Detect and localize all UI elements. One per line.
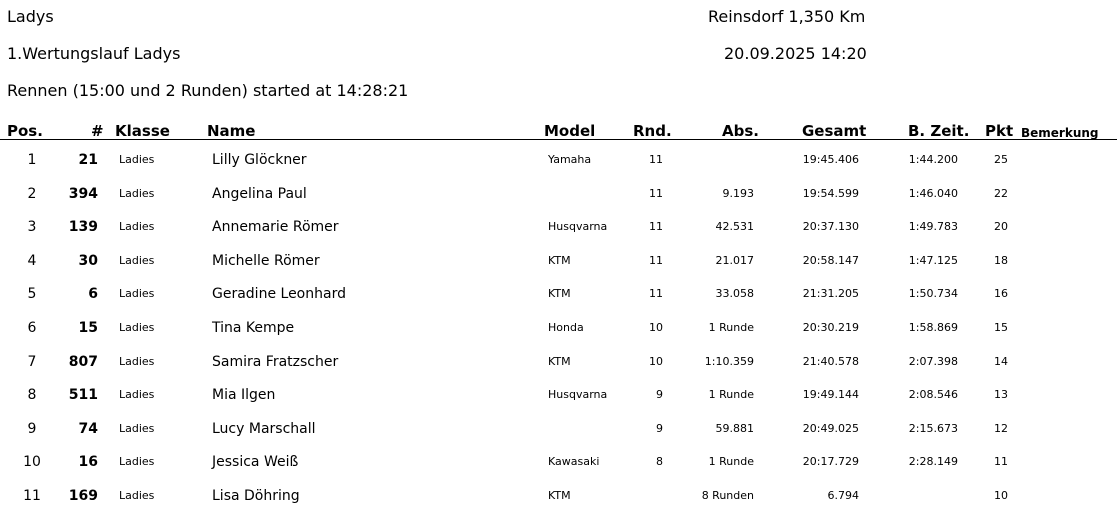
rounds-cell: 11 <box>649 220 663 234</box>
position-cell: 11 <box>23 488 41 504</box>
total-time-cell: 20:30.219 <box>802 321 859 334</box>
total-time-cell: 20:58.147 <box>802 253 859 267</box>
rider-name-cell: Tina Kempe <box>212 320 295 336</box>
gap-cell: 1 Runde <box>708 321 754 334</box>
total-time-cell: 20:17.729 <box>802 455 859 469</box>
position-cell: 9 <box>27 420 37 437</box>
event-datetime: 20.09.2025 14:20 <box>724 44 867 63</box>
gap-cell: 9.193 <box>722 186 754 200</box>
gap-cell: 1 Runde <box>708 388 754 402</box>
number-cell: 6 <box>88 286 98 303</box>
best-lap-cell: 1:46.040 <box>908 186 958 200</box>
total-time-cell: 19:54.599 <box>802 186 859 200</box>
model-cell: Husqvarna <box>548 220 608 234</box>
rider-name-cell: Lucy Marschall <box>212 420 316 437</box>
points-cell: 15 <box>994 321 1008 334</box>
race-info: Rennen (15:00 und 2 Runden) started at 14:28:21 <box>7 81 409 100</box>
gap-cell: 8 Runden <box>701 489 754 502</box>
points-cell: 12 <box>994 421 1008 435</box>
best-lap-cell: 1:47.125 <box>908 253 958 267</box>
gap-cell: 21.017 <box>715 253 754 267</box>
model-cell: KTM <box>548 489 571 502</box>
points-cell: 20 <box>994 220 1008 234</box>
rider-name-cell: Mia Ilgen <box>212 387 276 404</box>
number-cell: 139 <box>68 219 98 236</box>
rounds-cell: 9 <box>656 421 663 435</box>
column-header-pkt: Pkt <box>985 122 1014 140</box>
points-cell: 16 <box>994 287 1008 301</box>
header-divider <box>0 139 1117 140</box>
rider-name-cell: Annemarie Römer <box>212 219 339 236</box>
rider-name-cell: Geradine Leonhard <box>212 286 346 303</box>
best-lap-cell: 2:15.673 <box>908 421 958 435</box>
number-cell: 169 <box>68 488 98 504</box>
class-cell: Ladies <box>119 186 155 200</box>
table-row <box>0 412 1117 446</box>
best-lap-cell: 1:50.734 <box>908 287 958 301</box>
position-cell: 2 <box>27 185 37 202</box>
best-lap-cell: 2:08.546 <box>908 388 958 402</box>
rider-name-cell: Michelle Römer <box>212 252 320 269</box>
points-cell: 13 <box>994 388 1008 402</box>
table-row <box>0 311 1117 345</box>
rounds-cell: 9 <box>656 388 663 402</box>
points-cell: 10 <box>994 489 1008 502</box>
model-cell: KTM <box>548 287 571 301</box>
best-lap-cell: 1:58.869 <box>908 321 958 334</box>
rider-name-cell: Lilly Glöckner <box>212 152 307 168</box>
total-time-cell: 19:49.144 <box>802 388 859 402</box>
rounds-cell: 11 <box>649 153 663 166</box>
page-title: Ladys <box>7 7 54 26</box>
rounds-cell: 11 <box>649 186 663 200</box>
table-row <box>0 479 1117 513</box>
position-cell: 10 <box>23 454 41 471</box>
model-cell: Yamaha <box>548 153 592 166</box>
rider-name-cell: Lisa Döhring <box>212 488 300 504</box>
model-cell: KTM <box>548 354 571 368</box>
position-cell: 1 <box>27 152 37 168</box>
gap-cell: 33.058 <box>715 287 754 301</box>
gap-cell: 42.531 <box>715 220 754 234</box>
total-time-cell: 21:31.205 <box>802 287 859 301</box>
column-header-number: # <box>91 122 104 140</box>
column-header-pos: Pos. <box>7 122 43 140</box>
position-cell: 3 <box>27 219 37 236</box>
table-row <box>0 244 1117 278</box>
rounds-cell: 10 <box>649 354 663 368</box>
table-row <box>0 345 1117 379</box>
class-cell: Ladies <box>119 321 155 334</box>
class-cell: Ladies <box>119 489 155 502</box>
location-label: Reinsdorf 1,350 Km <box>708 7 866 26</box>
table-row <box>0 378 1117 412</box>
column-header-rnd: Rnd. <box>633 122 672 140</box>
column-header-gesamt: Gesamt <box>802 122 867 140</box>
model-cell: KTM <box>548 253 571 267</box>
class-cell: Ladies <box>119 220 155 234</box>
gap-cell: 1:10.359 <box>704 354 754 368</box>
column-header-model: Model <box>544 122 596 140</box>
rounds-cell: 11 <box>649 287 663 301</box>
number-cell: 15 <box>78 320 98 336</box>
number-cell: 74 <box>78 420 98 437</box>
total-time-cell: 19:45.406 <box>802 153 859 166</box>
number-cell: 511 <box>68 387 98 404</box>
table-row <box>0 177 1117 211</box>
table-row <box>0 445 1117 479</box>
rider-name-cell: Jessica Weiß <box>212 454 299 471</box>
column-header-abs: Abs. <box>722 122 759 140</box>
class-cell: Ladies <box>119 354 155 368</box>
model-cell: Honda <box>548 321 584 334</box>
table-row <box>0 210 1117 244</box>
points-cell: 25 <box>994 153 1008 166</box>
total-time-cell: 20:37.130 <box>802 220 859 234</box>
number-cell: 16 <box>78 454 98 471</box>
model-cell: Husqvarna <box>548 388 608 402</box>
table-row <box>0 143 1117 177</box>
number-cell: 21 <box>78 152 98 168</box>
total-time-cell: 20:49.025 <box>802 421 859 435</box>
number-cell: 394 <box>68 185 98 202</box>
number-cell: 30 <box>78 252 98 269</box>
model-cell: Kawasaki <box>548 455 600 469</box>
class-cell: Ladies <box>119 455 155 469</box>
position-cell: 6 <box>27 320 37 336</box>
class-cell: Ladies <box>119 287 155 301</box>
rider-name-cell: Angelina Paul <box>212 185 307 202</box>
position-cell: 5 <box>27 286 37 303</box>
class-cell: Ladies <box>119 253 155 267</box>
class-cell: Ladies <box>119 421 155 435</box>
rider-name-cell: Samira Fratzscher <box>212 353 339 370</box>
points-cell: 18 <box>994 253 1008 267</box>
gap-cell: 1 Runde <box>708 455 754 469</box>
points-cell: 11 <box>994 455 1008 469</box>
position-cell: 4 <box>27 252 37 269</box>
position-cell: 8 <box>27 387 37 404</box>
best-lap-cell: 2:28.149 <box>908 455 958 469</box>
rounds-cell: 11 <box>649 253 663 267</box>
points-cell: 14 <box>994 354 1008 368</box>
points-cell: 22 <box>994 186 1008 200</box>
class-cell: Ladies <box>119 153 155 166</box>
column-header-bzeit: B. Zeit. <box>908 122 970 140</box>
number-cell: 807 <box>68 353 98 370</box>
total-time-cell: 21:40.578 <box>802 354 859 368</box>
total-time-cell: 6.794 <box>827 489 859 502</box>
position-cell: 7 <box>27 353 37 370</box>
gap-cell: 59.881 <box>715 421 754 435</box>
rounds-cell: 10 <box>649 321 663 334</box>
column-header-klasse: Klasse <box>115 122 170 140</box>
event-subtitle: 1.Wertungslauf Ladys <box>7 44 181 63</box>
best-lap-cell: 2:07.398 <box>908 354 958 368</box>
best-lap-cell: 1:49.783 <box>908 220 958 234</box>
column-header-name: Name <box>207 122 256 140</box>
class-cell: Ladies <box>119 388 155 402</box>
rounds-cell: 8 <box>656 455 663 469</box>
column-header-bemerkung: Bemerkung <box>1021 126 1099 140</box>
best-lap-cell: 1:44.200 <box>908 153 958 166</box>
table-row <box>0 277 1117 311</box>
